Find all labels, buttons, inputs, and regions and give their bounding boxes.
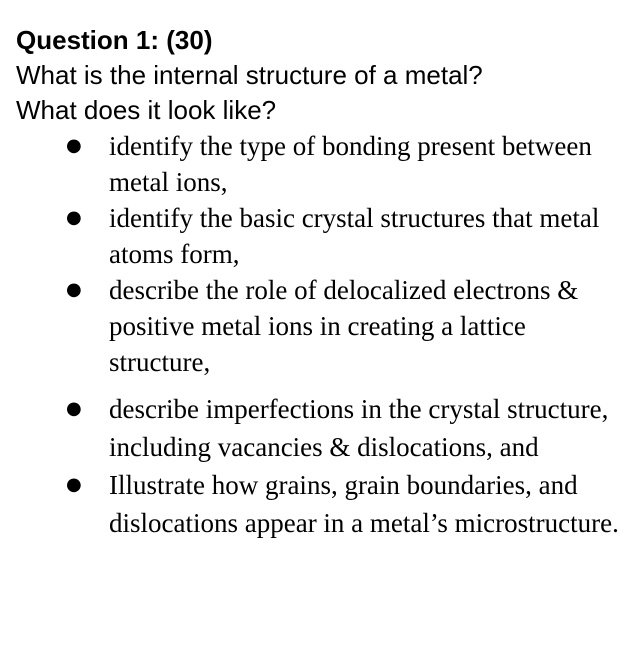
question-document: [16, 22, 628, 542]
task-list: [16, 128, 628, 542]
bullet-icon: ●: [66, 207, 82, 228]
task-text: identify the type of bonding present between metal ions,: [109, 131, 592, 197]
bullet-icon: ●: [66, 135, 82, 156]
task-item-grains: [16, 466, 628, 542]
question-heading: Question 1: (30): [16, 25, 213, 55]
task-text: describe the role of delocalized electrons & positive metal ions in creating a lattice structure,: [109, 275, 579, 377]
bullet-icon: ●: [66, 474, 82, 495]
question-text-line-2: What does it look like?: [16, 95, 277, 125]
task-text: Illustrate how grains, grain boundaries, and dislocations appear in a metal’s microstructure.: [109, 470, 619, 538]
task-text: identify the basic crystal structures that metal atoms form,: [109, 203, 600, 269]
task-text: describe imperfections in the crystal structure, including vacancies & dislocations, and: [109, 394, 609, 462]
bullet-icon: ●: [66, 398, 82, 419]
bullet-icon: ●: [66, 279, 82, 300]
task-item-delocalized-electrons: [16, 272, 628, 380]
question-text-line-1: What is the internal structure of a metal?: [16, 60, 483, 90]
task-item-crystal-structures: [16, 200, 628, 272]
task-item-bonding: [16, 128, 628, 200]
task-item-imperfections: [16, 390, 628, 466]
